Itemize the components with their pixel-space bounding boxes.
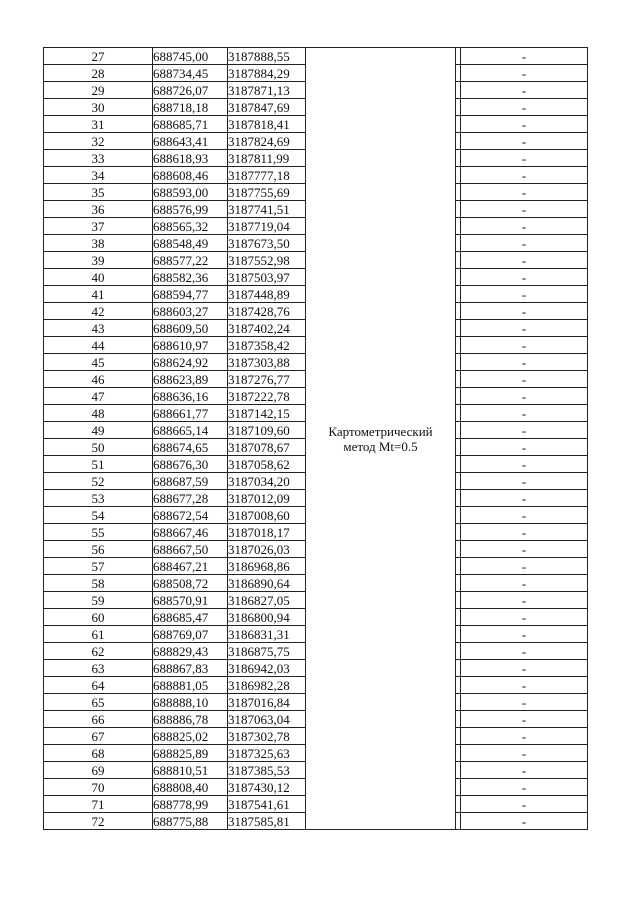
point-number-cell: 65 <box>44 694 153 711</box>
x-coordinate-cell: 688608,46 <box>153 167 228 184</box>
x-coordinate-cell: 688643,41 <box>153 133 228 150</box>
x-coordinate-cell: 688624,92 <box>153 354 228 371</box>
point-number-cell: 28 <box>44 65 153 82</box>
y-coordinate-cell: 3187871,13 <box>228 82 306 99</box>
y-coordinate-cell: 3187142,15 <box>228 405 306 422</box>
y-coordinate-cell: 3187428,76 <box>228 303 306 320</box>
point-number-cell: 58 <box>44 575 153 592</box>
point-number-cell: 43 <box>44 320 153 337</box>
x-coordinate-cell: 688661,77 <box>153 405 228 422</box>
y-coordinate-cell: 3187811,99 <box>228 150 306 167</box>
value-cell: - <box>461 337 588 354</box>
point-number-cell: 72 <box>44 813 153 830</box>
point-number-cell: 47 <box>44 388 153 405</box>
y-coordinate-cell: 3186968,86 <box>228 558 306 575</box>
x-coordinate-cell: 688676,30 <box>153 456 228 473</box>
y-coordinate-cell: 3187016,84 <box>228 694 306 711</box>
y-coordinate-cell: 3187078,67 <box>228 439 306 456</box>
value-cell: - <box>461 694 588 711</box>
point-number-cell: 52 <box>44 473 153 490</box>
x-coordinate-cell: 688685,71 <box>153 116 228 133</box>
x-coordinate-cell: 688667,46 <box>153 524 228 541</box>
point-number-cell: 63 <box>44 660 153 677</box>
x-coordinate-cell: 688825,89 <box>153 745 228 762</box>
y-coordinate-cell: 3187430,12 <box>228 779 306 796</box>
y-coordinate-cell: 3187034,20 <box>228 473 306 490</box>
x-coordinate-cell: 688825,02 <box>153 728 228 745</box>
value-cell: - <box>461 116 588 133</box>
value-cell: - <box>461 388 588 405</box>
y-coordinate-cell: 3187008,60 <box>228 507 306 524</box>
point-number-cell: 38 <box>44 235 153 252</box>
value-cell: - <box>461 609 588 626</box>
x-coordinate-cell: 688636,16 <box>153 388 228 405</box>
x-coordinate-cell: 688610,97 <box>153 337 228 354</box>
y-coordinate-cell: 3187741,51 <box>228 201 306 218</box>
y-coordinate-cell: 3187847,69 <box>228 99 306 116</box>
x-coordinate-cell: 688769,07 <box>153 626 228 643</box>
x-coordinate-cell: 688603,27 <box>153 303 228 320</box>
x-coordinate-cell: 688808,40 <box>153 779 228 796</box>
point-number-cell: 61 <box>44 626 153 643</box>
y-coordinate-cell: 3187888,55 <box>228 48 306 65</box>
x-coordinate-cell: 688810,51 <box>153 762 228 779</box>
value-cell: - <box>461 762 588 779</box>
y-coordinate-cell: 3187026,03 <box>228 541 306 558</box>
point-number-cell: 59 <box>44 592 153 609</box>
point-number-cell: 55 <box>44 524 153 541</box>
value-cell: - <box>461 320 588 337</box>
value-cell: - <box>461 201 588 218</box>
value-cell: - <box>461 779 588 796</box>
x-coordinate-cell: 688594,77 <box>153 286 228 303</box>
coordinates-table <box>43 47 588 830</box>
y-coordinate-cell: 3186800,94 <box>228 609 306 626</box>
point-number-cell: 66 <box>44 711 153 728</box>
y-coordinate-cell: 3186831,31 <box>228 626 306 643</box>
x-coordinate-cell: 688886,78 <box>153 711 228 728</box>
value-cell: - <box>461 82 588 99</box>
y-coordinate-cell: 3187012,09 <box>228 490 306 507</box>
point-number-cell: 70 <box>44 779 153 796</box>
y-coordinate-cell: 3187385,53 <box>228 762 306 779</box>
value-cell: - <box>461 99 588 116</box>
x-coordinate-cell: 688618,93 <box>153 150 228 167</box>
value-cell: - <box>461 235 588 252</box>
point-number-cell: 48 <box>44 405 153 422</box>
y-coordinate-cell: 3187222,78 <box>228 388 306 405</box>
x-coordinate-cell: 688609,50 <box>153 320 228 337</box>
x-coordinate-cell: 688867,83 <box>153 660 228 677</box>
value-cell: - <box>461 269 588 286</box>
point-number-cell: 33 <box>44 150 153 167</box>
method-line: Картометрический <box>328 423 433 439</box>
value-cell: - <box>461 541 588 558</box>
x-coordinate-cell: 688667,50 <box>153 541 228 558</box>
y-coordinate-cell: 3187063,04 <box>228 711 306 728</box>
value-cell: - <box>461 65 588 82</box>
value-cell: - <box>461 643 588 660</box>
y-coordinate-cell: 3187755,69 <box>228 184 306 201</box>
y-coordinate-cell: 3187673,50 <box>228 235 306 252</box>
y-coordinate-cell: 3187402,24 <box>228 320 306 337</box>
y-coordinate-cell: 3186890,64 <box>228 575 306 592</box>
y-coordinate-cell: 3187058,62 <box>228 456 306 473</box>
point-number-cell: 51 <box>44 456 153 473</box>
x-coordinate-cell: 688775,88 <box>153 813 228 830</box>
point-number-cell: 54 <box>44 507 153 524</box>
value-cell: - <box>461 456 588 473</box>
x-coordinate-cell: 688577,22 <box>153 252 228 269</box>
y-coordinate-cell: 3186875,75 <box>228 643 306 660</box>
value-cell: - <box>461 439 588 456</box>
point-number-cell: 45 <box>44 354 153 371</box>
value-cell: - <box>461 473 588 490</box>
x-coordinate-cell: 688677,28 <box>153 490 228 507</box>
y-coordinate-cell: 3187541,61 <box>228 796 306 813</box>
x-coordinate-cell: 688881,05 <box>153 677 228 694</box>
point-number-cell: 68 <box>44 745 153 762</box>
point-number-cell: 56 <box>44 541 153 558</box>
y-coordinate-cell: 3187552,98 <box>228 252 306 269</box>
x-coordinate-cell: 688548,49 <box>153 235 228 252</box>
x-coordinate-cell: 688467,21 <box>153 558 228 575</box>
y-coordinate-cell: 3187109,60 <box>228 422 306 439</box>
value-cell: - <box>461 677 588 694</box>
y-coordinate-cell: 3187824,69 <box>228 133 306 150</box>
point-number-cell: 42 <box>44 303 153 320</box>
point-number-cell: 46 <box>44 371 153 388</box>
value-cell: - <box>461 745 588 762</box>
value-cell: - <box>461 150 588 167</box>
x-coordinate-cell: 688576,99 <box>153 201 228 218</box>
point-number-cell: 27 <box>44 48 153 65</box>
x-coordinate-cell: 688829,43 <box>153 643 228 660</box>
x-coordinate-cell: 688888,10 <box>153 694 228 711</box>
y-coordinate-cell: 3187585,81 <box>228 813 306 830</box>
point-number-cell: 62 <box>44 643 153 660</box>
value-cell: - <box>461 133 588 150</box>
value-cell: - <box>461 524 588 541</box>
value-cell: - <box>461 728 588 745</box>
x-coordinate-cell: 688672,54 <box>153 507 228 524</box>
point-number-cell: 71 <box>44 796 153 813</box>
x-coordinate-cell: 688718,18 <box>153 99 228 116</box>
value-cell: - <box>461 48 588 65</box>
value-cell: - <box>461 218 588 235</box>
y-coordinate-cell: 3187818,41 <box>228 116 306 133</box>
x-coordinate-cell: 688508,72 <box>153 575 228 592</box>
y-coordinate-cell: 3187719,04 <box>228 218 306 235</box>
point-number-cell: 49 <box>44 422 153 439</box>
table-row <box>44 48 588 65</box>
y-coordinate-cell: 3187276,77 <box>228 371 306 388</box>
y-coordinate-cell: 3187302,78 <box>228 728 306 745</box>
value-cell: - <box>461 252 588 269</box>
y-coordinate-cell: 3187303,88 <box>228 354 306 371</box>
x-coordinate-cell: 688665,14 <box>153 422 228 439</box>
method-cell <box>306 48 456 830</box>
value-cell: - <box>461 422 588 439</box>
point-number-cell: 32 <box>44 133 153 150</box>
point-number-cell: 69 <box>44 762 153 779</box>
x-coordinate-cell: 688674,65 <box>153 439 228 456</box>
point-number-cell: 39 <box>44 252 153 269</box>
value-cell: - <box>461 490 588 507</box>
point-number-cell: 35 <box>44 184 153 201</box>
y-coordinate-cell: 3186982,28 <box>228 677 306 694</box>
value-cell: - <box>461 813 588 830</box>
value-cell: - <box>461 796 588 813</box>
x-coordinate-cell: 688565,32 <box>153 218 228 235</box>
value-cell: - <box>461 286 588 303</box>
value-cell: - <box>461 371 588 388</box>
x-coordinate-cell: 688734,45 <box>153 65 228 82</box>
y-coordinate-cell: 3187448,89 <box>228 286 306 303</box>
point-number-cell: 64 <box>44 677 153 694</box>
value-cell: - <box>461 184 588 201</box>
value-cell: - <box>461 575 588 592</box>
x-coordinate-cell: 688687,59 <box>153 473 228 490</box>
point-number-cell: 36 <box>44 201 153 218</box>
value-cell: - <box>461 405 588 422</box>
point-number-cell: 31 <box>44 116 153 133</box>
point-number-cell: 50 <box>44 439 153 456</box>
point-number-cell: 67 <box>44 728 153 745</box>
y-coordinate-cell: 3187777,18 <box>228 167 306 184</box>
point-number-cell: 41 <box>44 286 153 303</box>
point-number-cell: 37 <box>44 218 153 235</box>
x-coordinate-cell: 688685,47 <box>153 609 228 626</box>
value-cell: - <box>461 626 588 643</box>
value-cell: - <box>461 303 588 320</box>
x-coordinate-cell: 688623,89 <box>153 371 228 388</box>
value-cell: - <box>461 711 588 728</box>
x-coordinate-cell: 688570,91 <box>153 592 228 609</box>
x-coordinate-cell: 688582,36 <box>153 269 228 286</box>
point-number-cell: 29 <box>44 82 153 99</box>
y-coordinate-cell: 3186827,05 <box>228 592 306 609</box>
method-line: метод Mt=0.5 <box>343 438 418 454</box>
value-cell: - <box>461 558 588 575</box>
point-number-cell: 60 <box>44 609 153 626</box>
point-number-cell: 57 <box>44 558 153 575</box>
point-number-cell: 53 <box>44 490 153 507</box>
x-coordinate-cell: 688726,07 <box>153 82 228 99</box>
y-coordinate-cell: 3187358,42 <box>228 337 306 354</box>
coordinates-table-body <box>44 48 588 830</box>
value-cell: - <box>461 354 588 371</box>
y-coordinate-cell: 3186942,03 <box>228 660 306 677</box>
point-number-cell: 30 <box>44 99 153 116</box>
x-coordinate-cell: 688745,00 <box>153 48 228 65</box>
value-cell: - <box>461 167 588 184</box>
value-cell: - <box>461 660 588 677</box>
value-cell: - <box>461 507 588 524</box>
y-coordinate-cell: 3187325,63 <box>228 745 306 762</box>
point-number-cell: 40 <box>44 269 153 286</box>
y-coordinate-cell: 3187503,97 <box>228 269 306 286</box>
point-number-cell: 44 <box>44 337 153 354</box>
value-cell: - <box>461 592 588 609</box>
y-coordinate-cell: 3187018,17 <box>228 524 306 541</box>
point-number-cell: 34 <box>44 167 153 184</box>
x-coordinate-cell: 688778,99 <box>153 796 228 813</box>
x-coordinate-cell: 688593,00 <box>153 184 228 201</box>
y-coordinate-cell: 3187884,29 <box>228 65 306 82</box>
